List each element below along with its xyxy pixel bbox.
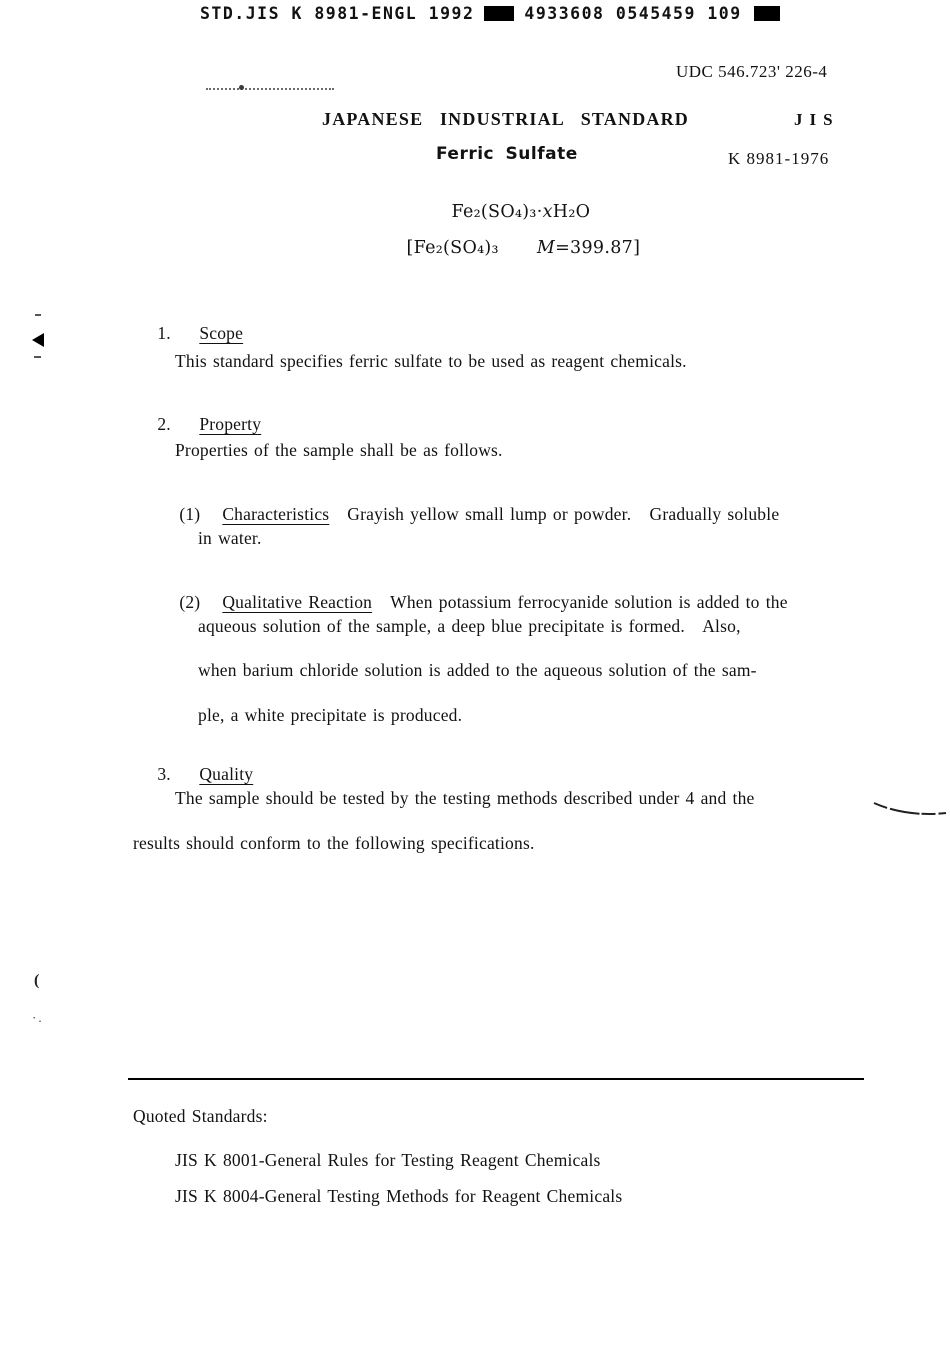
- scan-artifact-dash: [35, 314, 41, 316]
- jis-mark: JIS: [794, 110, 840, 129]
- formula-m: M: [536, 238, 556, 258]
- item-qualitative-reaction-line: aqueous solution of the sample, a deep blue precipitate is formed. Also,: [198, 616, 741, 636]
- paragraph-line: The sample should be tested by the testing methods described under 4 and the: [175, 788, 755, 808]
- scan-code-right: 4933608 0545459 109: [524, 4, 742, 23]
- quoted-standard-item: JIS K 8001-General Rules for Testing Reagent Chemicals: [175, 1150, 601, 1170]
- scan-artifact-pen-stroke: [854, 779, 950, 846]
- section-title: Scope: [199, 323, 244, 343]
- formula-prefix: Fe₂(SO₄)₃·: [451, 202, 543, 222]
- scan-code-line: [200, 4, 780, 23]
- section-title: Quality: [199, 764, 254, 784]
- black-block-icon: [484, 6, 514, 21]
- paragraph-line: results should conform to the following specifications.: [133, 833, 535, 853]
- scan-artifact-mark: (: [34, 972, 40, 989]
- item-characteristics-line: in water.: [198, 528, 262, 548]
- section-title: Property: [199, 414, 262, 434]
- quoted-standards-label: Quoted Standards:: [133, 1106, 268, 1126]
- paragraph-line: This standard specifies ferric sulfate to be used as reagent chemicals.: [175, 351, 687, 371]
- chemical-formula-molar-mass: [383, 218, 640, 278]
- scan-artifact-dot: [239, 85, 244, 90]
- paragraph-line: Properties of the sample shall be as follows.: [175, 440, 503, 460]
- item-title: Qualitative Reaction: [222, 592, 373, 612]
- quoted-standard-item: JIS K 8004-General Testing Methods for Reagent Chemicals: [175, 1186, 623, 1206]
- scan-artifact-triangle: [32, 333, 44, 347]
- document-title: JAPANESE INDUSTRIAL STANDARD: [322, 109, 689, 129]
- scan-artifact-mark: ·.: [32, 1010, 44, 1025]
- section-number: 2.: [157, 414, 171, 434]
- formula-suffix: H₂O: [552, 202, 591, 222]
- item-title: Characteristics: [222, 504, 330, 524]
- item-qualitative-reaction-line: ple, a white precipitate is produced.: [198, 705, 463, 725]
- formula-suffix: =399.87]: [555, 238, 641, 258]
- formula-prefix: [Fe₂(SO₄)₃: [406, 238, 499, 258]
- item-qualitative-reaction-line: when barium chloride solution is added to the aqueous solution of the sam-: [198, 660, 757, 680]
- section-number: 1.: [157, 323, 171, 343]
- scan-artifact-dotted-line: [206, 88, 334, 90]
- item-text: When potassium ferrocyanide solution is added to the: [390, 592, 788, 612]
- scan-code-left: STD.JIS K 8981-ENGL 1992: [200, 4, 475, 23]
- item-text: Grayish yellow small lump or powder. Gradually soluble: [347, 504, 780, 524]
- item-number: (1): [179, 504, 201, 524]
- black-block-icon: [754, 6, 780, 21]
- section-number: 3.: [157, 764, 171, 784]
- udc-number: UDC 546.723' 226-4: [676, 62, 828, 81]
- formula-x: x: [542, 202, 553, 222]
- scan-artifact-dash: [34, 356, 41, 358]
- document-subtitle: Ferric Sulfate: [436, 144, 578, 164]
- item-number: (2): [179, 592, 201, 612]
- standard-number: K 8981-1976: [728, 149, 830, 168]
- footer-divider: [128, 1078, 864, 1080]
